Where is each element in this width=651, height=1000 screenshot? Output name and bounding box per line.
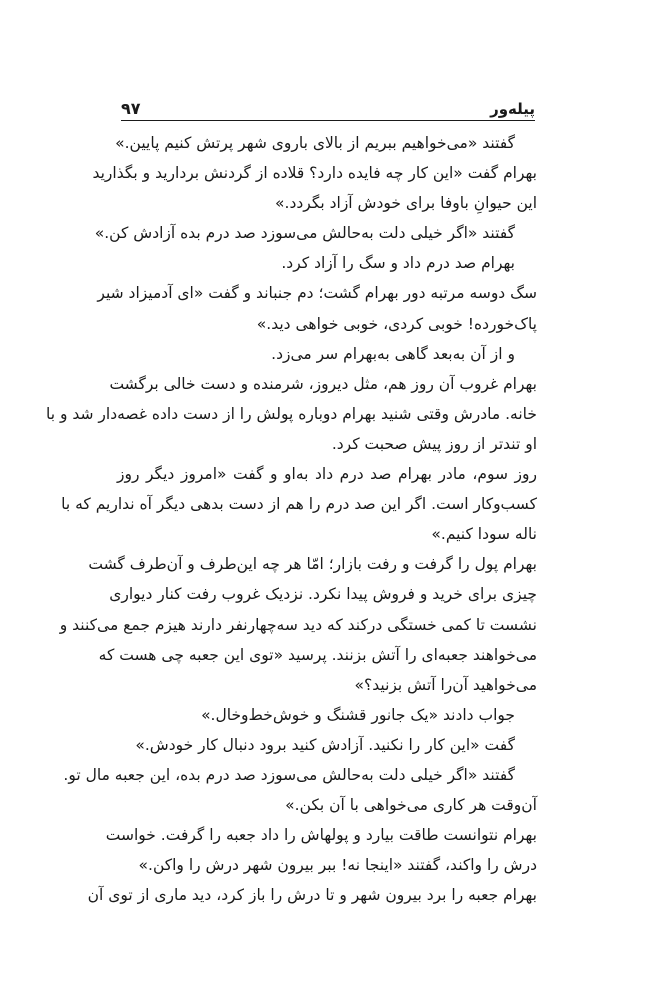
text-line: گفتند «اگر خیلی دلت به‌حالش می‌سوزد صد درم بده آزادش کن.» (94, 224, 515, 243)
page-number: ۹۷ (121, 99, 141, 118)
text-line: گفتند «اگر خیلی دلت به‌حالش می‌سوزد صد درم بده، این جعبه مال تو. (63, 765, 515, 784)
text-line: بهرام جعبه را برد بیرون شهر و تا درش را باز کرد، دید ماری از توی آن (87, 886, 537, 905)
running-head (121, 92, 535, 118)
text-line: می‌خواهند جعبه‌ای را آتش بزنند. پرسید «توی این جعبه چی هست که (98, 645, 537, 664)
text-line: خانه. مادرش وقتی شنید بهرام دوباره پولش را از دست داده غصه‌دار شد و با (45, 404, 537, 423)
book-title: پیله‌ور (490, 100, 535, 118)
body-text (45, 128, 537, 910)
text-line: پاک‌خورده! خوبی کردی، خوبی خواهی دید.» (256, 314, 537, 333)
text-line: می‌خواهید آن‌را آتش بزنید؟» (354, 675, 537, 694)
text-line: چیزی برای خرید و فروش پیدا نکرد. نزدیک غروب رفت کنار دیواری (109, 585, 537, 604)
text-line: گفتند «می‌خواهیم ببریم از بالای باروی شهر پرتش کنیم پایین.» (115, 134, 515, 152)
text-line: و از آن به‌بعد گاهی به‌بهرام سر می‌زد. (271, 344, 515, 363)
text-line: بهرام صد درم داد و سگ را آزاد کرد. (281, 254, 515, 273)
header-rule (121, 120, 535, 121)
text-line: روز سوم، مادر بهرام صد درم داد به‌او و گفت «امروز دیگر روز (117, 465, 537, 484)
text-line: بهرام گفت «این کار چه فایده دارد؟ قلاده از گردنش بردارید و بگذارید (92, 164, 537, 183)
text-line: درش را واکند، گفتند «اینجا نه! ببر بیرون شهر درش را واکن.» (138, 856, 537, 875)
text-line: آن‌وقت هر کاری می‌خواهی با آن بکن.» (285, 796, 537, 815)
text-line: ناله سودا کنیم.» (431, 525, 537, 544)
text-line: بهرام نتوانست طاقت بیارد و پولهاش را داد جعبه را گرفت. خواست (105, 826, 537, 845)
text-line: گفت «این کار را نکنید. آزادش کنید برود دنبال کار خودش.» (135, 735, 515, 754)
text-line: این حیوانِ باوفا برای خودش آزاد بگردد.» (275, 194, 537, 213)
text-line: بهرام پول را گرفت و رفت بازار؛ امّا هر چه این‌طرف و آن‌طرف گشت (88, 555, 537, 574)
text-line: نشست تا کمی خستگی درکند که دید سه‌چهارنفر دارند هیزم جمع می‌کنند و (59, 615, 537, 634)
text-line: بهرام غروب آن روز هم، مثل دیروز، شرمنده و دست خالی برگشت (109, 374, 537, 393)
text-line: سگ دوسه مرتبه دور بهرام گشت؛ دم جنباند و گفت «ای آدمیزاد شیر (97, 284, 537, 303)
text-line: او تندتر از روز پیش صحبت کرد. (331, 434, 537, 453)
text-line: کسب‌وکار است. اگر این صد درم را هم از دست بدهی دیگر آه نداریم که با (61, 495, 537, 514)
text-line: جواب دادند «یک جانور قشنگ و خوش‌خط‌وخال.» (201, 705, 515, 724)
